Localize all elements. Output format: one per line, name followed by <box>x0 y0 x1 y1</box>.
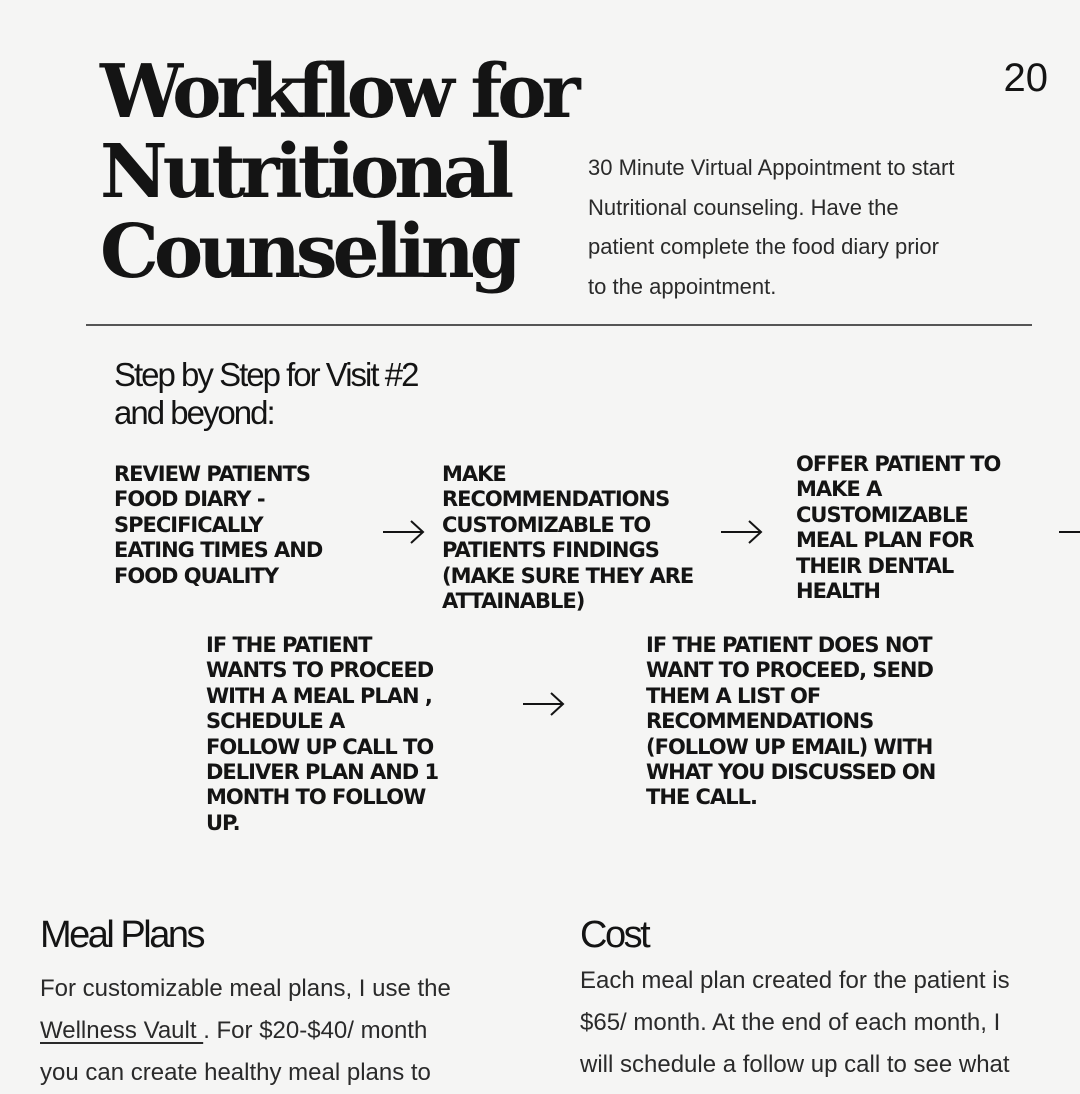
intro-line: Nutritional counseling. Have the <box>588 194 899 220</box>
intro-line: patient complete the food diary prior <box>588 234 939 259</box>
meal-plans-line: you can create healthy meal plans to <box>40 1059 431 1086</box>
steps-heading-line: Step by Step for Visit #2 <box>114 356 418 393</box>
step-offer-meal-plan: OFFER PATIENT TO MAKE A CUSTOMIZABLE MEAL PLAN FOR THEIR DENTAL HEALTH <box>796 452 1001 604</box>
cost-text <box>580 960 1070 1086</box>
arrow-right-icon <box>720 520 764 544</box>
meal-plans-heading: Meal Plans <box>40 914 203 956</box>
cost-line: $65/ month. At the end of each month, I <box>580 1009 1001 1036</box>
wellness-vault-link[interactable]: Wellness Vault <box>40 1017 204 1044</box>
cost-line: Each meal plan created for the patient is <box>580 967 1010 994</box>
title-line: Counseling <box>100 209 517 295</box>
page-number: 20 <box>1003 56 1048 100</box>
meal-plans-line <box>40 1010 540 1052</box>
arrow-right-icon <box>382 520 426 544</box>
arrow-right-icon <box>522 692 566 716</box>
step-patient-declines: IF THE PATIENT DOES NOT WANT TO PROCEED, SEND THEM A LIST OF RECOMMENDATIONS (FOLLOW UP EMAIL) WITH WHAT YOU DISCUSSED ON THE CALL. <box>646 633 936 810</box>
meal-plans-text <box>40 968 540 1094</box>
title-line: Nutritional <box>100 129 510 215</box>
step-make-recommendations: MAKE RECOMMENDATIONS CUSTOMIZABLE TO PATIENTS FINDINGS (MAKE SURE THEY ARE ATTAINABLE) <box>442 462 694 614</box>
step-review-food-diary: REVIEW PATIENTS FOOD DIARY - SPECIFICALLY EATING TIMES AND FOOD QUALITY <box>114 462 323 588</box>
intro-line: 30 Minute Virtual Appointment to start <box>588 155 955 180</box>
step-patient-proceeds: IF THE PATIENT WANTS TO PROCEED WITH A MEAL PLAN , SCHEDULE A FOLLOW UP CALL TO DELIVER PLAN AND 1 MONTH TO FOLLOW UP. <box>206 633 439 835</box>
cost-line: will schedule a follow up call to see what <box>580 1051 1010 1078</box>
steps-heading <box>114 356 534 432</box>
page-title <box>100 49 580 295</box>
intro-text <box>588 148 1028 306</box>
steps-heading-line: and beyond: <box>114 394 274 431</box>
title-line: Workflow for <box>100 49 576 135</box>
meal-plans-line: For customizable meal plans, I use the <box>40 975 451 1002</box>
arrow-right-icon <box>1058 520 1080 544</box>
cost-heading: Cost <box>580 914 649 956</box>
meal-plans-line-rest: . For $20-$40/ month <box>203 1017 428 1044</box>
intro-line: to the appointment. <box>588 273 777 299</box>
divider <box>86 324 1032 326</box>
